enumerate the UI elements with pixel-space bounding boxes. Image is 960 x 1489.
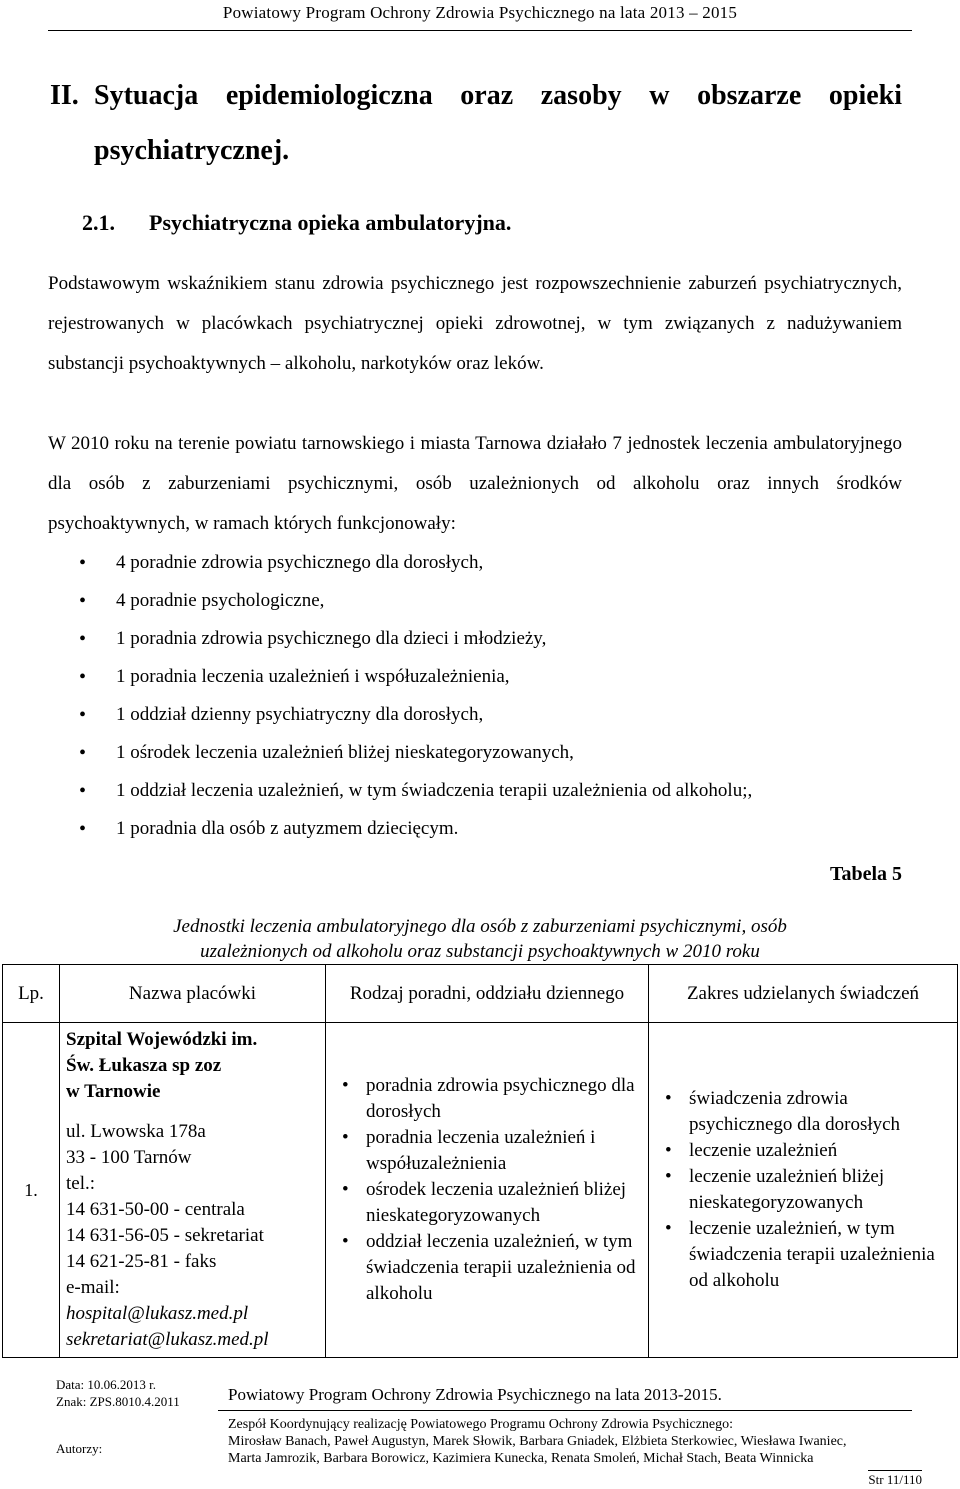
phone-number: 14 621-25-81 - faks: [66, 1251, 217, 1272]
chapter-title-line1: Sytuacja epidemiologiczna oraz zasoby w obszarze opieki: [94, 80, 902, 111]
header-lp: Lp.: [3, 965, 60, 1023]
header-scope: Zakres udzielanych świadczeń: [649, 965, 958, 1023]
table-label: Tabela 5: [829, 863, 902, 885]
cell-lp: 1.: [3, 1023, 60, 1358]
email-link[interactable]: sekretariat@lukasz.med.pl: [66, 1329, 269, 1350]
footer-meta: [56, 1376, 180, 1410]
unit-list: [48, 544, 902, 848]
list-item: • 4 poradnie zdrowia psychicznego dla dorosłych,: [48, 544, 902, 582]
paragraph-units: W 2010 roku na terenie powiatu tarnowskiego i miasta Tarnowa działało 7 jednostek leczenia ambulatoryjnego dla osób z zaburzeniami psychicznymi, osób uzależnionych od alkoholu oraz innych środków psychoaktywnych, w ramach których funkcjonowały:: [48, 433, 902, 534]
header-name: Nazwa placówki: [60, 965, 326, 1023]
phone-label: tel.:: [66, 1173, 96, 1194]
facility-name-line2: Św. Łukasza sp zoz: [66, 1055, 222, 1076]
footer-team-line1: Zespół Koordynujący realizację Powiatowego Programu Ochrony Zdrowia Psychicznego:: [228, 1417, 734, 1432]
section-number: 2.1.: [82, 210, 115, 235]
phone-number: 14 631-50-00 - centrala: [66, 1199, 245, 1220]
table-row: [3, 1023, 958, 1358]
facility-name-line1: Szpital Wojewódzki im.: [66, 1029, 258, 1050]
list-item: • leczenie uzależnień: [689, 1138, 951, 1164]
list-item: • 1 ośrodek leczenia uzależnień bliżej nieskategoryzowanych,: [48, 734, 902, 772]
chapter-title-line2: psychiatrycznej.: [94, 135, 290, 166]
footer-date: Data: 10.06.2013 r.: [56, 1377, 157, 1392]
cell-scope: [649, 1023, 958, 1358]
footer-sign: Znak: ZPS.8010.4.2011: [56, 1394, 180, 1409]
list-item: • 1 poradnia dla osób z autyzmem dziecięcym.: [48, 810, 902, 848]
cell-name: [60, 1023, 326, 1358]
page-number: Str 11/110: [868, 1472, 922, 1487]
list-item: • 4 poradnie psychologiczne,: [48, 582, 902, 620]
facility-name: [66, 1027, 319, 1105]
email-link[interactable]: hospital@lukasz.med.pl: [66, 1303, 249, 1324]
table-header-row: [3, 965, 958, 1023]
table-caption-line1: Jednostki leczenia ambulatoryjnego dla osób z zaburzeniami psychicznymi, osób: [173, 916, 787, 937]
list-item: • 1 oddział leczenia uzależnień, w tym świadczenia terapii uzależnienia od alkoholu;,: [48, 772, 902, 810]
units-table: [2, 964, 958, 1358]
header-type: Rodzaj poradni, oddziału dziennego: [326, 965, 649, 1023]
header-rule: [48, 30, 912, 31]
table-caption-line2: uzależnionych od alkoholu oraz substancji psychoaktywnych w 2010 roku: [200, 941, 760, 962]
list-item: • ośrodek leczenia uzależnień bliżej nieskategoryzowanych: [366, 1177, 642, 1229]
list-item: • 1 poradnia zdrowia psychicznego dla dzieci i młodzieży,: [48, 620, 902, 658]
list-item: • oddział leczenia uzależnień, w tym świadczenia terapii uzależnienia od alkoholu: [366, 1229, 642, 1307]
address-city: 33 - 100 Tarnów: [66, 1147, 192, 1168]
list-item: • leczenie uzależnień bliżej nieskategoryzowanych: [689, 1164, 951, 1216]
section-title: [82, 210, 511, 236]
scope-list: [655, 1086, 951, 1294]
phone-number: 14 631-56-05 - sekretariat: [66, 1225, 264, 1246]
list-item: • 1 poradnia leczenia uzależnień i współuzależnienia,: [48, 658, 902, 696]
list-item: • poradnia leczenia uzależnień i współuzależnienia: [366, 1125, 642, 1177]
footer-rule: [218, 1410, 912, 1411]
footer-team-line3: Marta Jamrozik, Barbara Borowicz, Kazimiera Kunecka, Renata Smoleń, Michał Stach, Beata Winnicka: [228, 1451, 814, 1466]
list-item: • poradnia zdrowia psychicznego dla dorosłych: [366, 1073, 642, 1125]
facility-contact: [66, 1119, 319, 1353]
list-item: • 1 oddział dzienny psychiatryczny dla dorosłych,: [48, 696, 902, 734]
list-item: • leczenie uzależnień, w tym świadczenia terapii uzależnienia od alkoholu: [689, 1216, 951, 1294]
address-street: ul. Lwowska 178a: [66, 1121, 206, 1142]
cell-type: [326, 1023, 649, 1358]
section-title-text: Psychiatryczna opieka ambulatoryjna.: [149, 210, 512, 235]
footer-team: [228, 1416, 918, 1467]
type-list: [332, 1073, 642, 1307]
paragraph-intro: Podstawowym wskaźnikiem stanu zdrowia psychicznego jest rozpowszechnienie zaburzeń psychiatrycznych, rejestrowanych w placówkach psychiatrycznej opieki zdrowotnej, w tym związanych z nadużywaniem substancji psychoaktywnych – alkoholu, narkotyków oraz leków.: [48, 273, 902, 374]
footer-team-line2: Mirosław Banach, Paweł Augustyn, Marek Słowik, Barbara Gniadek, Elżbieta Sterkowiec, Wiesława Iwaniec,: [228, 1434, 847, 1449]
facility-name-line3: w Tarnowie: [66, 1081, 161, 1102]
running-header: Powiatowy Program Ochrony Zdrowia Psychicznego na lata 2013 – 2015: [222, 3, 738, 22]
table-caption: [48, 914, 912, 964]
list-item: • świadczenia zdrowia psychicznego dla dorosłych: [689, 1086, 951, 1138]
email-label: e-mail:: [66, 1277, 120, 1298]
footer-program-title: Powiatowy Program Ochrony Zdrowia Psychicznego na lata 2013-2015.: [228, 1385, 722, 1404]
footer-authors-label: Autorzy:: [56, 1441, 103, 1456]
chapter-number: II.: [50, 80, 79, 111]
